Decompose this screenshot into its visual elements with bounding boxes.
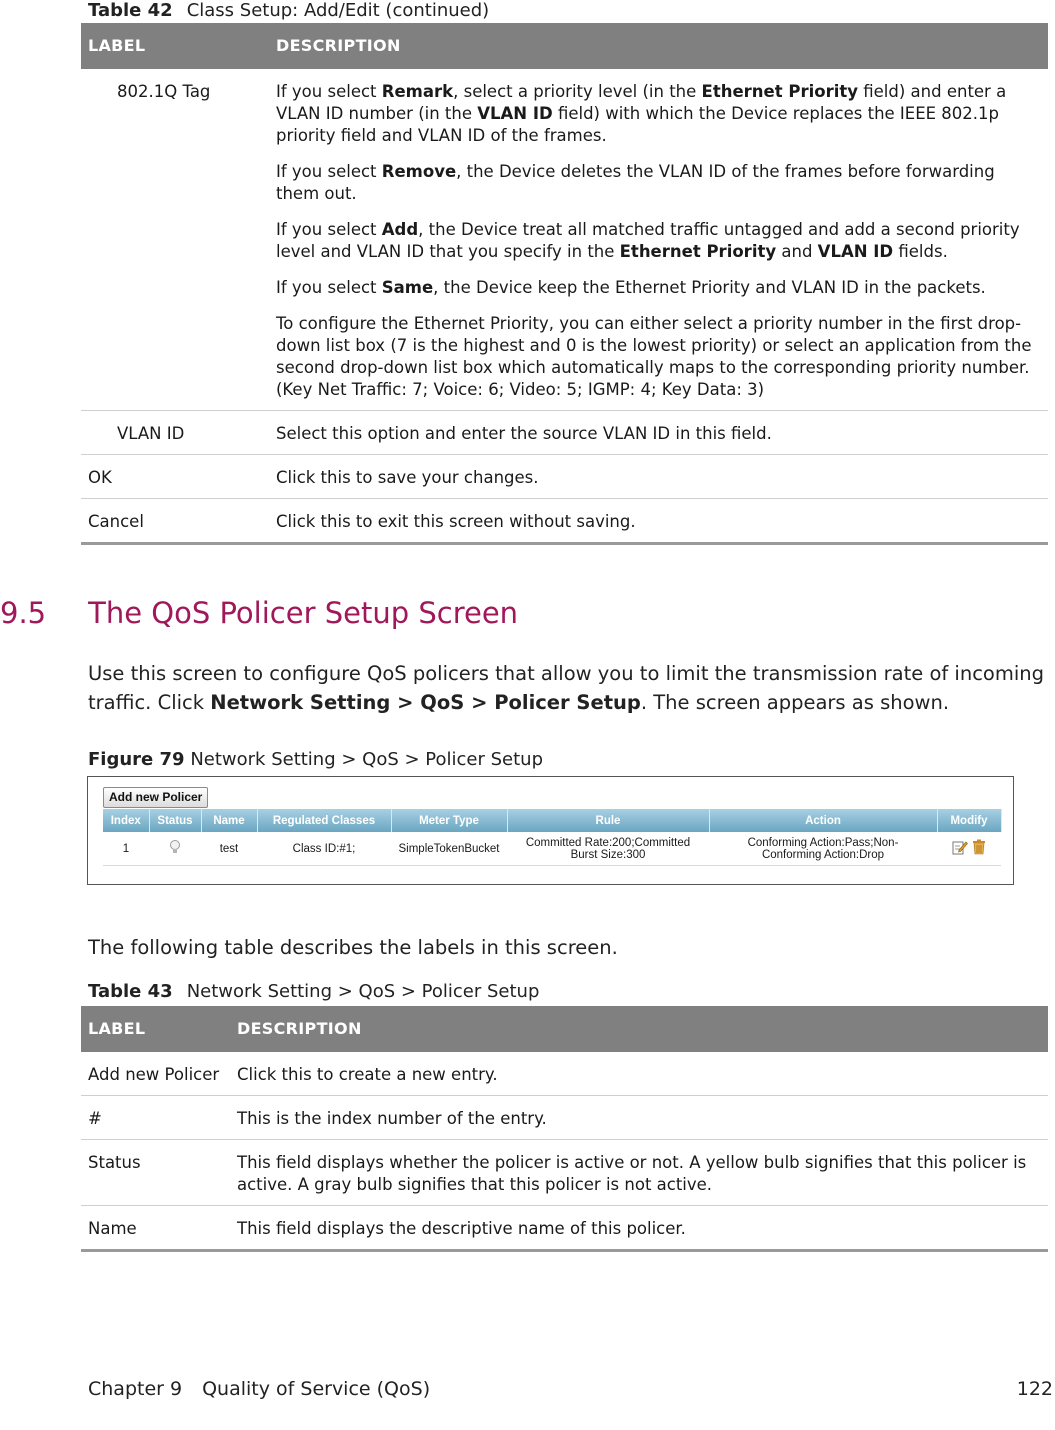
column-name[interactable]: Name [201,809,257,832]
figure-79-caption-title: Network Setting > QoS > Policer Setup [190,749,544,770]
table-43-header-description: DESCRIPTION [230,1006,1048,1052]
bold-term: Remark [381,82,454,101]
add-new-policer-button[interactable]: Add new Policer [103,787,208,808]
table-row [81,1096,1048,1140]
row-label: OK [81,455,269,499]
bulb-icon [169,839,181,855]
table-row [81,69,1048,411]
table-43 [81,1006,1048,1252]
row-label: # [81,1096,230,1140]
row-description: This field displays whether the policer is active or not. A yellow bulb signifies that this policer is active. A gray bulb signifies that this policer is not active. [230,1140,1048,1206]
table-42-caption [88,0,489,21]
column-rule[interactable]: Rule [507,809,709,832]
row-description [269,411,1048,455]
table-42-caption-title: Class Setup: Add/Edit (continued) [186,0,490,21]
page-footer-chapter [88,1378,430,1400]
footer-chapter: Chapter 9 [88,1378,183,1400]
action-line-2: Conforming Action:Drop [761,848,885,861]
table-row [81,1140,1048,1206]
table-42 [81,23,1048,545]
bold-term: Remove [381,162,457,181]
description-paragraph: To configure the Ethernet Priority, you can either select a priority number in the first drop-down list box (7 is the highest and 0 is the lowest priority) or select an application from the second drop-down list box which automatically maps to the corresponding priority number. (Key Net Traffic: 7; Voice: 6; Video: 5; IGMP: 4; Key Data: 3) [276,314,1032,399]
table-row [81,499,1048,544]
rule-line-2: Burst Size:300 [570,848,646,861]
bold-term: Ethernet Priority [701,82,859,101]
following-text: The following table describes the labels in this screen. [88,936,618,959]
row-description [269,69,1048,411]
row-description: Click this to create a new entry. [230,1052,1048,1096]
table-43-caption-title: Network Setting > QoS > Policer Setup [186,981,540,1002]
action-line-1: Conforming Action:Pass;Non- [747,836,899,849]
row-description [269,499,1048,544]
row-index: 1 [103,832,149,866]
row-label: 802.1Q Tag [81,69,269,411]
table-row [81,1052,1048,1096]
row-label: Cancel [81,499,269,544]
page-number: 122 [1016,1378,1053,1400]
bold-term: Add [381,220,419,239]
description-paragraph: If you select Remove, the Device deletes the VLAN ID of the frames before forwarding them out. [276,162,995,203]
bold-term: VLAN ID [477,104,553,123]
row-action [709,832,937,866]
description-paragraph: If you select Remark, select a priority level (in the Ethernet Priority field) and enter a VLAN ID number (in the VLAN ID field) with which the Device replaces the IEEE 802.1p priority field and VLAN ID of the frames. [276,82,1007,145]
bold-term: Ethernet Priority [619,242,777,261]
column-action[interactable]: Action [709,809,937,832]
row-name: test [201,832,257,866]
column-modify[interactable]: Modify [937,809,1001,832]
row-label: Name [81,1206,230,1251]
footer-chapter-title: Quality of Service (QoS) [202,1378,431,1400]
description-paragraph: If you select Add, the Device treat all matched traffic untagged and add a second priority level and VLAN ID that you specify in the Ethernet Priority and VLAN ID fields. [276,220,1020,261]
row-label: Add new Policer [81,1052,230,1096]
table-42-body [81,69,1048,544]
column-meter-type[interactable]: Meter Type [391,809,507,832]
table-row [81,1206,1048,1251]
row-label: VLAN ID [81,411,269,455]
table-42-header-label: LABEL [81,23,269,69]
description-paragraph: Click this to exit this screen without saving. [276,512,636,531]
row-status [149,832,201,866]
description-paragraph: Click this to save your changes. [276,468,539,487]
edit-icon[interactable] [952,839,968,855]
bold-term: VLAN ID [817,242,894,261]
description-paragraph: Select this option and enter the source VLAN ID in this field. [276,424,772,443]
row-description [269,455,1048,499]
bold-term: Network Setting > QoS > Policer Setup [210,691,641,714]
table-42-caption-label: Table 42 [88,0,173,21]
delete-icon[interactable] [972,839,986,855]
table-43-caption-label: Table 43 [88,981,173,1002]
section-title: The QoS Policer Setup Screen [88,596,519,630]
column-regulated-classes[interactable]: Regulated Classes [257,809,391,832]
column-status[interactable]: Status [149,809,201,832]
table-43-header-label: LABEL [81,1006,230,1052]
figure-79-screenshot [87,776,1014,885]
section-number: 9.5 [0,596,47,630]
row-modify [937,832,1001,866]
table-42-header-description: DESCRIPTION [269,23,1048,69]
description-paragraph: If you select Same, the Device keep the Ethernet Priority and VLAN ID in the packets. [276,278,986,297]
row-description: This field displays the descriptive name of this policer. [230,1206,1048,1251]
section-heading [0,596,518,630]
column-index[interactable]: Index [103,809,149,832]
row-description: This is the index number of the entry. [230,1096,1048,1140]
table-43-body [81,1052,1048,1251]
policer-table [103,809,1002,866]
figure-79-caption [88,749,543,770]
table-row [81,455,1048,499]
row-label: Status [81,1140,230,1206]
row-meter-type: SimpleTokenBucket [391,832,507,866]
row-regulated-classes: Class ID:#1; [257,832,391,866]
figure-79-caption-label: Figure 79 [88,749,185,770]
rule-line-1: Committed Rate:200;Committed [525,836,691,849]
bold-term: Same [381,278,434,297]
section-intro: Use this screen to configure QoS policers that allow you to limit the transmission rate of incoming traffic. Click Network Setting > QoS > Policer Setup. The screen appears as shown. [88,662,1045,714]
table-row [103,832,1001,866]
row-rule [507,832,709,866]
table-43-caption [88,981,539,1002]
table-row [81,411,1048,455]
